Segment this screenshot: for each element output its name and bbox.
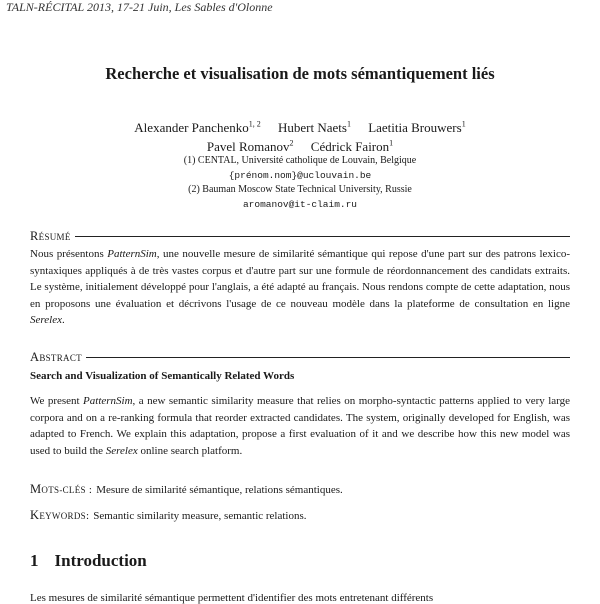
section-heading-introduction: 1 Introduction bbox=[30, 551, 147, 570]
author: Laetitia Brouwers$^1$ bbox=[368, 119, 466, 135]
divider bbox=[75, 236, 570, 237]
resume-heading: RÉSUMÉ bbox=[30, 229, 570, 244]
author-list bbox=[0, 118, 600, 156]
resume-text: Nous présentons PatternSim, une nouvelle mesure de similarité sémantique qui repose d'une part sur des patrons lexico-syntaxiques appliqués à de très vastes corpus et d'autre part sur une formule de réordonnancement des candidats extraits. Le système, initialement développé pour l'anglais, a été adapté au français. Nous rendons compte de cette adaptation, nous en proposons une évaluation et décrivons l'usage de ce nouveau modèle dans la plateforme de consultation en ligne Serelex. bbox=[30, 248, 570, 326]
affiliations bbox=[0, 154, 600, 212]
author: Hubert Naets$^1$ bbox=[277, 119, 351, 135]
keywords: KEYWORDS: Semantic similarity measure, semantic relations. bbox=[30, 508, 307, 522]
author: Alexander Panchenko$^{1, 2}$ bbox=[134, 119, 261, 135]
divider bbox=[86, 357, 570, 358]
abstract-text: We present PatternSim, a new semantic similarity measure that relies on morpho-syntactic patterns applied to very large corpora and on a re-ranking formula that reorder extracted candidates. The system, originally developed for English, was adapted to French. We explain this adaptation, propose a first evaluation of it and we describe how this new model was used to build the Serelex online search platform. bbox=[30, 395, 570, 457]
conference-reference: TALN-RÉCITAL 2013, 17-21 Juin, Les Sables d'Olonne bbox=[6, 0, 273, 14]
paper-title: Recherche et visualisation de mots sémantiquement liés bbox=[105, 64, 495, 83]
english-title: Search and Visualization of Semantically Related Words bbox=[30, 370, 295, 382]
abstract-heading: ABSTRACT bbox=[30, 350, 570, 365]
author: Cédrick Fairon$^1$ bbox=[310, 138, 394, 154]
mots-cles: MOTS-CLÉS : Mesure de similarité sémantique, relations sémantiques. bbox=[30, 482, 343, 496]
affiliation-1: (1) CENTAL, Université catholique de Louvain, Belgique bbox=[183, 155, 417, 166]
affiliation-2-email: aromanov@it-claim.ru bbox=[242, 198, 358, 210]
affiliation-2: (2) Bauman Moscow State Technical University, Russie bbox=[188, 184, 412, 195]
author: Pavel Romanov$^2$ bbox=[206, 138, 294, 154]
affiliation-1-email: {prénom.nom}@uclouvain.be bbox=[228, 169, 372, 181]
body-text-partial: Les mesures de similarité sémantique permettent d'identifier des mots entretenant différents bbox=[30, 592, 434, 604]
